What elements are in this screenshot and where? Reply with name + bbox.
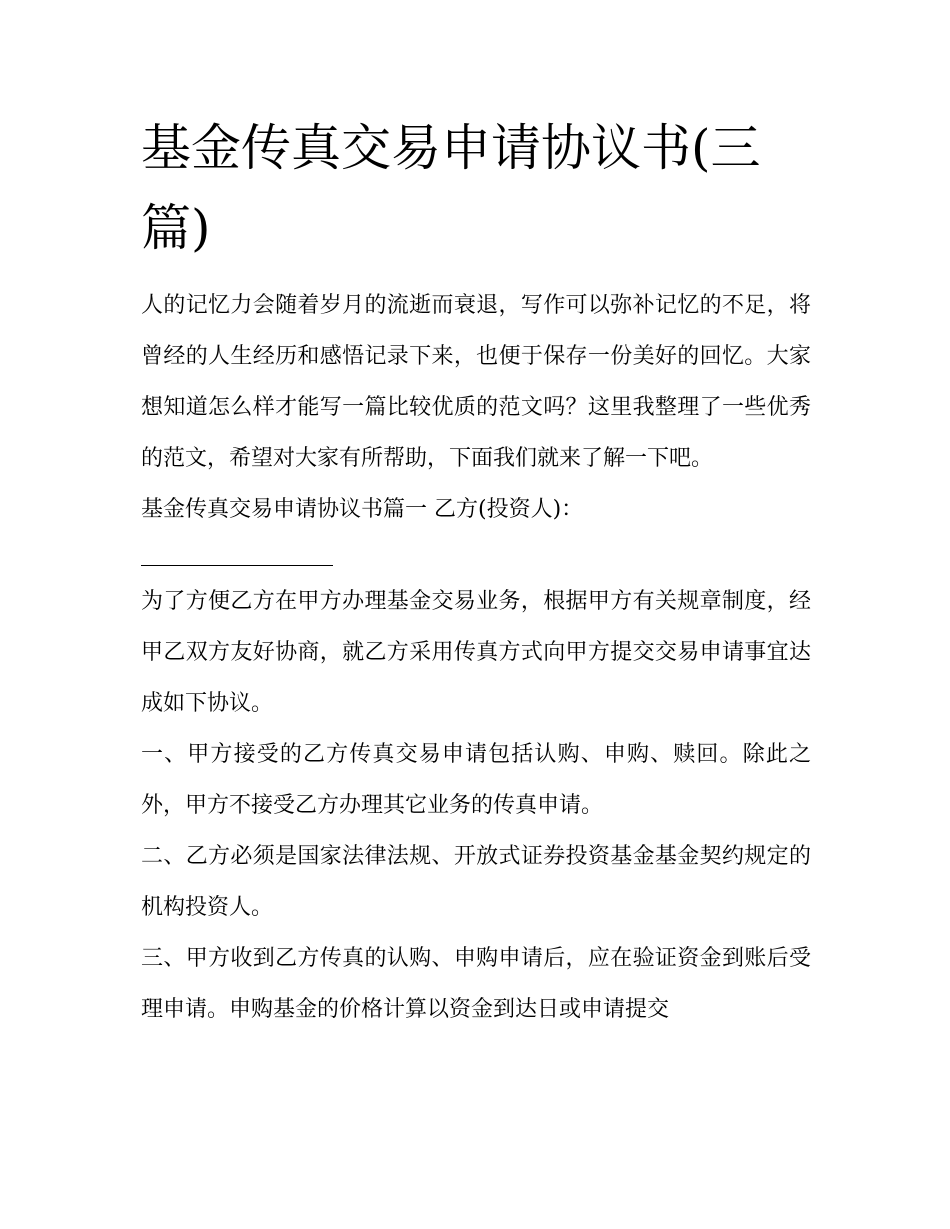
- document-title: 基金传真交易申请协议书(三篇): [141, 119, 761, 257]
- body-paragraph-purpose: 为了方便乙方在甲方办理基金交易业务，根据甲方有关规章制度，经甲乙双方友好协商，就乙方采用传真方式向甲方提交交易申请事宜达成如下协议。: [141, 589, 811, 716]
- signature-blank-line: [141, 535, 333, 566]
- intro-paragraph: 人的记忆力会随着岁月的流逝而衰退，写作可以弥补记忆的不足，将曾经的人生经历和感悟记录下来，也便于保存一份美好的回忆。大家想知道怎么样才能写一篇比较优质的范文吗？这里我整理了一些优秀的范文，希望对大家有所帮助，下面我们就来了解一下吧。: [141, 293, 811, 471]
- body-paragraph-clause-1: 一、甲方接受的乙方传真交易申请包括认购、申购、赎回。除此之外，甲方不接受乙方办理其它业务的传真申请。: [141, 742, 811, 818]
- body-paragraph-clause-3: 三、甲方收到乙方传真的认购、申购申请后，应在验证资金到账后受理申请。申购基金的价格计算以资金到达日或申请提交: [141, 946, 811, 1022]
- document-page: [141, 108, 811, 1035]
- section-heading-paragraph: 基金传真交易申请协议书篇一 乙方(投资人)：: [141, 497, 584, 522]
- body-paragraph-clause-2: 二、乙方必须是国家法律法规、开放式证券投资基金基金契约规定的机构投资人。: [141, 844, 811, 920]
